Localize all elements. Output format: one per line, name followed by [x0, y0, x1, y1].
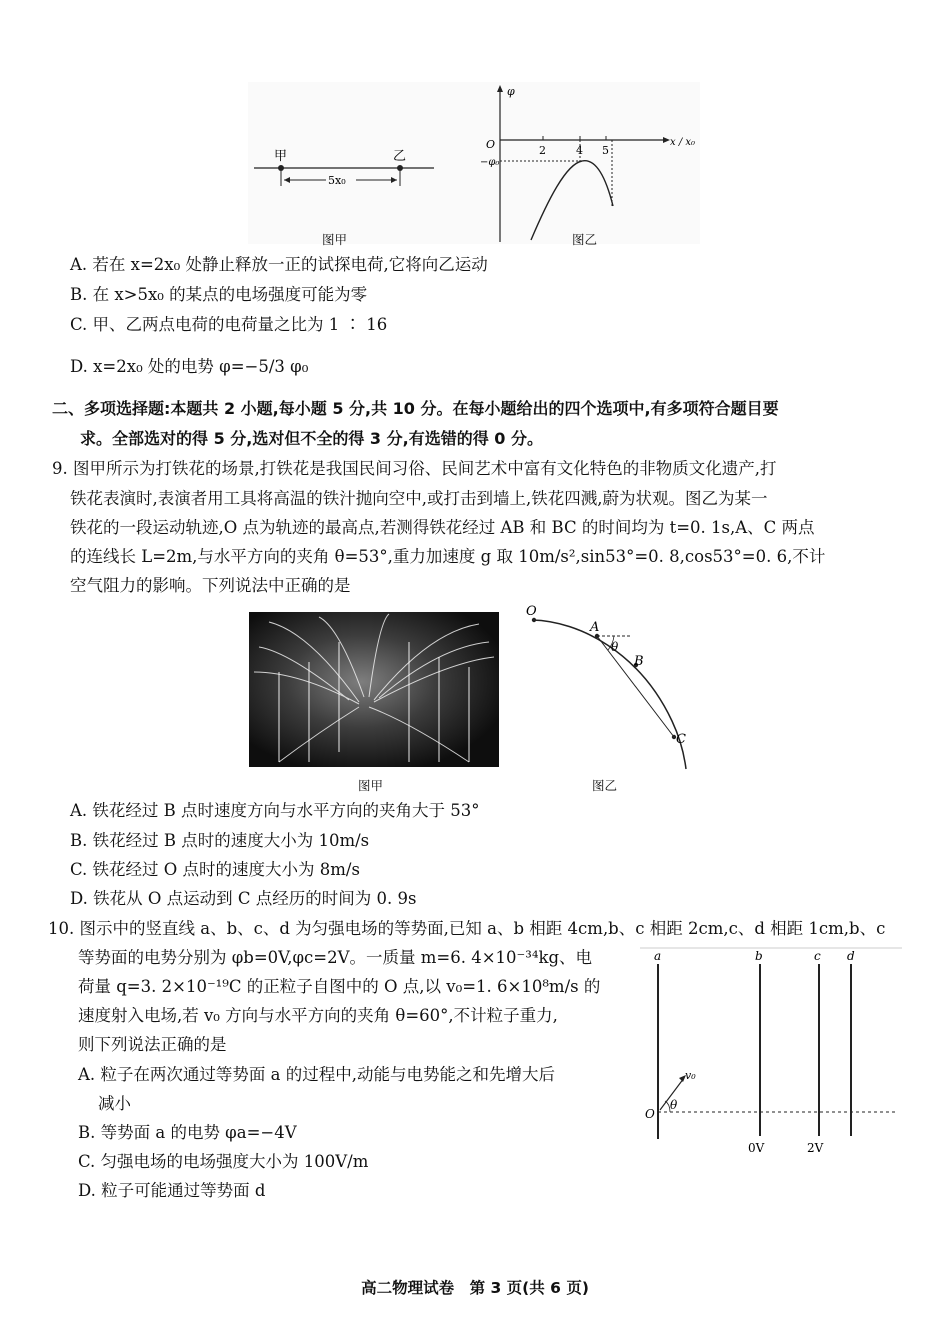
q10-option-a: A. 粒子在两次通过等势面 a 的过程中,动能与电势能之和先增大后: [78, 1065, 555, 1084]
q8-option-d: D. x=2x₀ 处的电势 φ=−5/3 φ₀: [70, 357, 309, 376]
label-2v: 2V: [807, 1141, 824, 1155]
section2-line1: 二、多项选择题:本题共 2 小题,每小题 5 分,共 10 分。在每小题给出的四个选项中,有多项符合题目要: [52, 399, 779, 418]
q8-option-a: A. 若在 x=2x₀ 处静止释放一正的试探电荷,它将向乙运动: [70, 255, 488, 274]
label-theta: θ: [670, 1098, 678, 1112]
section2-line2: 求。全部选对的得 5 分,选对但不全的得 3 分,有选错的得 0 分。: [80, 429, 543, 448]
caption-q9-jia: 图甲: [358, 778, 384, 793]
page-footer: 高二物理试卷 第 3 页(共 6 页): [361, 1279, 589, 1297]
equipotential-figure: [640, 944, 902, 1159]
distance-label: 5x₀: [328, 174, 346, 187]
neg-phi0-label: −φ₀: [480, 157, 500, 168]
q9-stem-2: 铁花表演时,表演者用工具将高温的铁汁抛向空中,或打击到墙上,铁花四溅,蔚为状观。图乙为某一: [70, 489, 768, 508]
tick-2: 2: [539, 144, 546, 157]
q9-stem-1: 9. 图甲所示为打铁花的场景,打铁花是我国民间习俗、民间艺术中富有文化特色的非物质文化遗产,打: [52, 459, 777, 478]
q9-option-c: C. 铁花经过 O 点时的速度大小为 8m/s: [70, 860, 360, 879]
figure-top: [248, 82, 700, 244]
caption-q9-yi: 图乙: [592, 778, 618, 793]
q9-option-a: A. 铁花经过 B 点时速度方向与水平方向的夹角大于 53°: [70, 801, 480, 820]
label-theta: θ: [611, 640, 619, 654]
q9-stem-5: 空气阻力的影响。下列说法中正确的是: [70, 576, 351, 595]
origin-label: O: [486, 138, 496, 151]
caption-top-yi: 图乙: [572, 232, 598, 247]
label-o: O: [526, 604, 537, 619]
caption-top-jia: 图甲: [322, 232, 348, 247]
label-c: C: [676, 732, 686, 747]
tick-5: 5: [602, 144, 609, 157]
q8-option-b: B. 在 x>5x₀ 的某点的电场强度可能为零: [70, 285, 368, 304]
potential-curve: [531, 161, 613, 240]
tick-4: 4: [576, 144, 583, 157]
q10-option-a-cont: 减小: [98, 1094, 131, 1113]
label-b: B: [634, 654, 644, 669]
q10-stem-2: 等势面的电势分别为 φb=0V,φc=2V。一质量 m=6. 4×10⁻³⁴kg、电: [78, 948, 593, 967]
q10-stem-5: 则下列说法正确的是: [78, 1035, 227, 1054]
q9-option-d: D. 铁花从 O 点运动到 C 点经历的时间为 0. 9s: [70, 889, 417, 908]
label-c: c: [814, 949, 821, 963]
fireworks-photo: [249, 612, 499, 767]
label-b: b: [755, 949, 763, 963]
label-v0: v₀: [685, 1069, 696, 1082]
label-origin: O: [645, 1107, 655, 1121]
q9-stem-3: 铁花的一段运动轨迹,O 点为轨迹的最高点,若测得铁花经过 AB 和 BC 的时间均为 t=0. 1s,A、C 两点: [70, 518, 815, 537]
label-a: A: [590, 620, 600, 635]
q10-option-c: C. 匀强电场的电场强度大小为 100V/m: [78, 1152, 369, 1171]
jia-label: 甲: [274, 149, 288, 164]
q9-option-b: B. 铁花经过 B 点时的速度大小为 10m/s: [70, 831, 370, 850]
label-a: a: [654, 949, 662, 963]
q10-option-d: D. 粒子可能通过等势面 d: [78, 1181, 266, 1200]
q10-option-b: B. 等势面 a 的电势 φa=−4V: [78, 1123, 297, 1142]
q8-option-c: C. 甲、乙两点电荷的电荷量之比为 1 ∶ 16: [70, 315, 388, 334]
yi-label: 乙: [393, 149, 407, 164]
trajectory-figure: [520, 603, 702, 771]
q10-stem-1: 10. 图示中的竖直线 a、b、c、d 为匀强电场的等势面,已知 a、b 相距 4cm,b、c 相距 2cm,c、d 相距 1cm,b、c: [48, 919, 886, 938]
phi-axis-label: φ: [507, 85, 515, 98]
ac-chord: [597, 636, 674, 737]
q10-stem-3: 荷量 q=3. 2×10⁻¹⁹C 的正粒子自图中的 O 点,以 v₀=1. 6×10⁸m/s 的: [78, 977, 601, 996]
x-axis-label: x / x₀: [670, 137, 696, 148]
q10-stem-4: 速度射入电场,若 v₀ 方向与水平方向的夹角 θ=60°,不计粒子重力,: [78, 1006, 558, 1025]
label-d: d: [847, 949, 855, 963]
label-0v: 0V: [748, 1141, 765, 1155]
trajectory-curve: [532, 620, 686, 769]
q9-stem-4: 的连线长 L=2m,与水平方向的夹角 θ=53°,重力加速度 g 取 10m/s²,sin53°=0. 8,cos53°=0. 6,不计: [70, 547, 826, 566]
